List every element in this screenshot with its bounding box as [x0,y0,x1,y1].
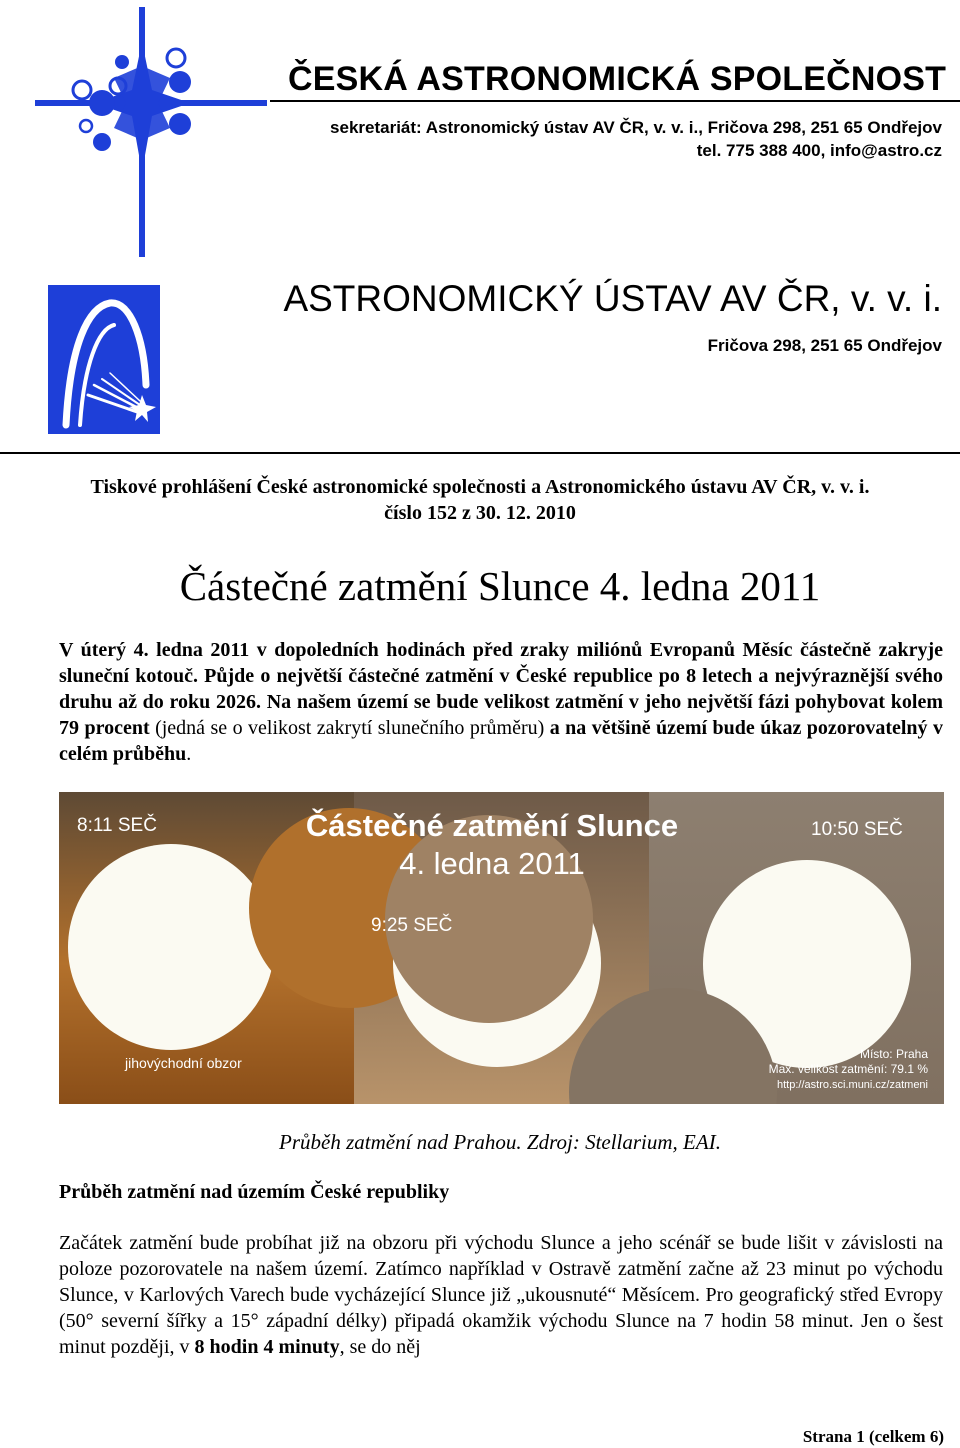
press-release-line: Tiskové prohlášení České astronomické společnosti a Astronomického ústavu AV ČR, v. v. i. [90,476,870,498]
horizon-label: jihovýchodní obzor [125,1055,242,1071]
society-contact: tel. 775 388 400, info@astro.cz [696,141,942,160]
institute-name: ASTRONOMICKÝ ÚSTAV AV ČR, v. v. i. [283,278,942,319]
intro-bold-2: a na většině území bude úkaz pozorovatelný v celém průběhu [59,717,943,765]
figure-url: http://astro.sci.muni.cz/zatmeni [777,1079,928,1091]
header-rule [0,452,960,454]
body-text-1: Začátek zatmění bude probíhat již na obzoru při východu Slunce a jeho scénář se bude lišit v závislosti na poloze pozorovatele na našem území. Zatímco například v Ostravě zatmění začne až 23 minut po východu Slunce, v Karlových Varech bude vycházející Slunce již „ukousnuté“ Měsícem. Pro geografický střed Evropy (50° severní šířky a 15° západní délky) připadá okamžik východu Slunce na 7 hodin 58 minut. Jen o šest minut později, v [59,1232,943,1358]
section-heading: Průběh zatmění nad územím České republiky [59,1181,450,1203]
time-label-early: 8:11 SEČ [77,815,157,836]
place-label: Místo: Praha [859,1047,928,1061]
press-release-number: číslo 152 z 30. 12. 2010 [384,502,576,524]
intro-normal-1: (jedná se o velikost zakrytí slunečního průměru) [149,717,550,739]
body-bold: 8 hodin 4 minuty [194,1336,340,1358]
time-label-late: 10:50 SEČ [811,819,903,840]
letterhead-rule [270,100,960,102]
intro-paragraph [59,637,943,767]
sun-early [68,844,274,1050]
page-title: Částečné zatmění Slunce 4. ledna 2011 [179,563,821,609]
max-magnitude-label: Max. velikost zatmění: 79.1 % [768,1062,928,1076]
body-paragraph [59,1230,943,1360]
star-compass-logo-icon [30,2,270,260]
figure-caption: Průběh zatmění nad Prahou. Zdroj: Stellarium, EAI. [279,1130,721,1154]
figure-title-line2: 4. ledna 2011 [399,846,585,881]
time-label-maximum: 9:25 SEČ [371,915,453,936]
society-address: sekretariát: Astronomický ústav AV ČR, v. v. i., Fričova 298, 251 65 Ondřejov [330,118,942,137]
page-number: Strana 1 (celkem 6) [802,1427,944,1446]
society-name: ČESKÁ ASTRONOMICKÁ SPOLEČNOST [288,60,947,98]
institute-address: Fričova 298, 251 65 Ondřejov [707,336,942,355]
figure-title-line1: Částečné zatmění Slunce [305,808,679,843]
eclipse-illustration [59,792,944,1104]
intro-normal-2: . [186,743,192,765]
comet-arch-logo-icon [48,285,160,434]
body-text-2: , se do něj [339,1336,421,1358]
intro-bold-1: V úterý 4. ledna 2011 v dopoledních hodinách před zraky miliónů Evropanů Měsíc částečně zakryje sluneční kotouč. Půjde o největší částečné zatmění v České republice po 8 letech a nejvýraznější svého druhu až do roku 2026. Na našem území se bude velikost zatmění v jeho největší fázi pohybovat kolem 79 procent [59,639,943,739]
